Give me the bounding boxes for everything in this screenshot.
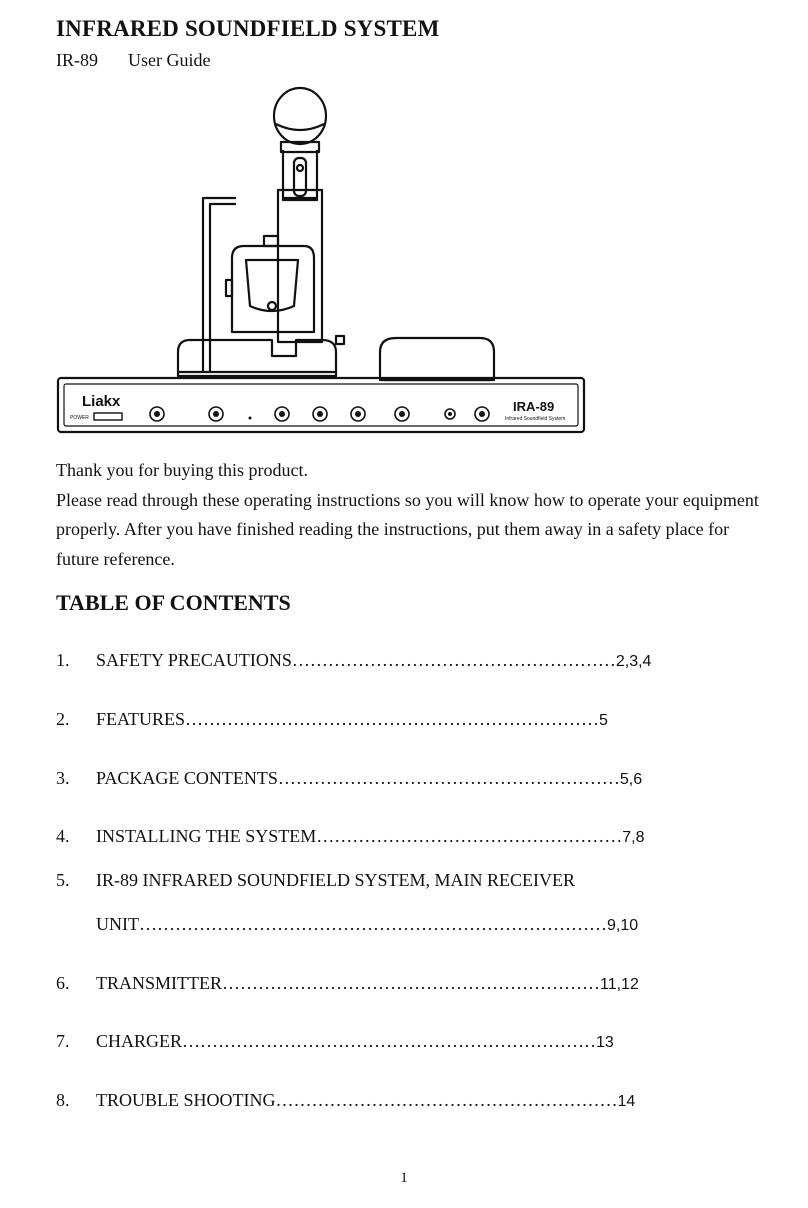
toc-text: FEATURES…………………………………………………………… [96,709,600,729]
toc-page: 9,10 [607,917,639,934]
toc-text: TRANSMITTER……………………………………………………… [96,973,600,993]
toc-page: 7,8 [622,829,645,846]
toc-page: 5 [599,712,608,729]
toc-page: 2,3,4 [615,653,652,670]
front-caption: Infrared Soundfield System [505,416,566,422]
power-label: POWER [70,415,89,421]
toc-entry[interactable] [56,973,639,994]
toc-entry[interactable] [56,870,575,891]
toc-text: IR-89 INFRARED SOUNDFIELD SYSTEM, MAIN RECEIVER [96,870,576,890]
toc-entry[interactable] [56,709,608,730]
front-model-label: IRA-89 [513,399,555,414]
toc-text: UNIT…………………………………………………………………… [96,914,607,934]
toc-text: CHARGER…………………………………………………………… [96,1031,597,1051]
toc-page: 11,12 [600,976,639,993]
toc-text: TROUBLE SHOOTING………………………………………………… [96,1090,618,1110]
toc-number: 1. [56,650,70,670]
toc-page: 13 [596,1034,614,1051]
toc-number: 2. [56,709,70,729]
brand-logo: Liakx [82,393,121,410]
toc-number: 7. [56,1031,70,1051]
toc-number: 3. [56,768,70,788]
toc-number: 6. [56,973,70,993]
toc-page: 14 [617,1093,636,1110]
toc-number: 5. [56,870,70,890]
toc-page: 5,6 [619,771,643,788]
document-title: INFRARED SOUNDFIELD SYSTEM [56,16,440,41]
toc-entry[interactable] [56,650,651,671]
intro-text [56,456,776,574]
toc-heading: TABLE OF CONTENTS [56,590,291,615]
intro-paragraph: Please read through these operating instructions so you will know how to operate your equipment properly. After you have finished reading the instructions, put them away in a safety place for future reference. [56,489,759,569]
toc-entry[interactable] [56,826,644,847]
toc-entry-continued[interactable] [96,914,638,935]
document-subtitle [56,50,210,71]
intro-thanks: Thank you for buying this product. [56,460,308,480]
toc-entry[interactable] [56,768,642,789]
page-number: 1 [400,1170,408,1186]
toc-entry[interactable] [56,1031,614,1052]
product-illustration [50,80,590,440]
toc-number: 8. [56,1090,70,1110]
toc-text: SAFETY PRECAUTIONS……………………………………………… [96,650,616,670]
toc-number: 4. [56,826,70,846]
doc-type: User Guide [128,50,211,70]
toc-text: PACKAGE CONTENTS………………………………………………… [96,768,620,788]
model-number: IR-89 [56,50,98,70]
toc-text: INSTALLING THE SYSTEM…………………………………………… [96,826,623,846]
toc-entry[interactable] [56,1090,635,1111]
